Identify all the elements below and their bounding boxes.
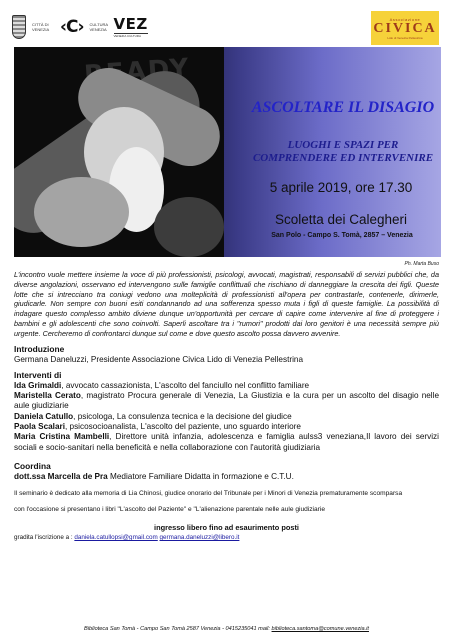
event-banner <box>14 47 441 257</box>
civica-logo-bottom: Lido di Venezia Pellestrina <box>387 35 423 40</box>
speaker-item <box>14 381 439 391</box>
vez-logo-subtitle: VENEZIA CULTURA <box>114 33 148 38</box>
cultura-logo: ‹C› <box>60 17 84 37</box>
speaker-desc: , Direttore unità infanzia, adolescenza e famiglia aulss3 veneziana,Il lavoro dei servizi sociali e socio-sanitari nella beneficità e nella collaborazione con l'autorità giudiziaria <box>14 432 439 452</box>
speaker-item <box>14 422 439 432</box>
event-date: 5 aprile 2019, ore 17.30 <box>269 180 413 195</box>
email-link[interactable]: germana.daneluzzi@libero.it <box>159 534 240 542</box>
speaker-desc: , psicologa, La consulenza tecnica e la decisione del giudice <box>73 411 292 421</box>
coordina-item <box>14 472 439 482</box>
ingresso-text: ingresso libero fino ad esaurimento posti <box>154 523 299 533</box>
introduzione-heading: Introduzione <box>14 343 65 354</box>
header-logos <box>12 12 148 42</box>
photo-shirt-text: READY <box>83 53 192 91</box>
iscrizione-line <box>14 534 439 541</box>
speaker-item <box>14 432 439 453</box>
civica-logo-main: CIVICA <box>373 20 437 36</box>
crest-text: CITTÀ DI VENEZIA <box>32 22 50 32</box>
iscrizione-label: gradita l'iscrizione a : <box>14 534 75 542</box>
event-subtitle <box>240 139 446 165</box>
event-venue: Scoletta dei Calegheri <box>274 212 408 227</box>
speaker-item <box>14 391 439 412</box>
libri-text: con l'occasione si presentano i libri "L'ascolto del Paziente" e "L'alienazione parentale nelle aule giudiziarie <box>14 505 326 513</box>
introduzione-text: Germana Daneluzzi, Presidente Associazione Civica Lido di Venezia Pellestrina <box>14 354 303 364</box>
vez-logo: VEZ <box>113 14 148 33</box>
coordinator-desc: Mediatore Familiare Didatta in formazione e C.T.U. <box>107 471 294 481</box>
coordina-heading: Coordina <box>14 460 51 471</box>
footer-text: Biblioteca San Tomà - Campo San Tomà 2587 Venezia - 0415235041 mail: <box>84 626 272 632</box>
intro-paragraph: L'incontro vuole mettere insieme la voce di più professionisti, psicologi, avvocati, magistrati, responsabili di servizi pubblici che, da diverse angolazioni, osservano ed intervengono sulle famiglie conflittuali che rischiano di danneggiare la crescita dei figli. Queste lotte che si intrecciano tra coniugi vedono una molteplicità di professionisti all'opera per contrastarle, contenerle, dirimerle, giudicarle. Non sempre con buoni esiti condannando ad una sofferenza spesso muta i figli di queste famiglie. La possibilità di indagare questo complesso ambito diviene dunque un'opportunità per cercare di capire come intervenire al fine di proteggere i bambini e gli adolescenti che sono coinvolti. Saperli ascoltare tra i "rumori" prodotti dai loro genitori è una necessità sempre più urgente. Cercheremo di confrontarci dunque sul come e dove questo ascolto possa davvero avvenire. <box>14 270 439 338</box>
footer <box>14 626 439 632</box>
main-content <box>14 270 439 541</box>
speaker-item <box>14 412 439 422</box>
photo-shadow-shape <box>154 197 224 257</box>
cultura-logo-text: CULTURA VENEZIA <box>89 22 108 32</box>
hands-photo <box>14 47 224 257</box>
civica-logo-top: Associazione <box>389 16 421 22</box>
event-title: ASCOLTARE IL DISAGIO <box>251 99 435 116</box>
interventi-heading: Interventi di <box>14 369 62 380</box>
speaker-name: Paola Scalari <box>14 422 65 432</box>
event-subtitle-line: COMPRENDERE ED INTERVENIRE <box>252 152 434 164</box>
photo-credit: Ph. Marta Buso <box>404 261 439 267</box>
footer-email-link[interactable]: biblioteca.santoma@comune.venezia.it <box>271 626 369 632</box>
photo-hand-shape <box>34 177 129 247</box>
event-address: San Polo - Campo S. Tomà, 2857 – Venezia <box>271 232 413 239</box>
venezia-crest-icon <box>12 15 26 39</box>
coordinator-name: dott.ssa Marcella de Pra <box>14 471 108 481</box>
vez-logo-block <box>113 14 148 38</box>
event-subtitle-line: LUOGHI E SPAZI PER <box>287 139 399 151</box>
speaker-desc: , avvocato cassazionista, L'ascolto del fanciullo nel conflitto familiare <box>61 380 310 390</box>
associazione-civica-logo <box>371 11 439 45</box>
email-link[interactable]: daniela.catullopsi@gmail.com <box>74 534 158 542</box>
speaker-desc: , psicosocioanalista, L'ascolto del paziente, uno sguardo interiore <box>64 422 301 432</box>
memoria-text: Il seminario è dedicato alla memoria di Lia Chinosi, giudice onorario del Tribunale per i Minori di Venezia prematuramente scomparsa <box>14 490 403 498</box>
speaker-name: Maria Cristina Mambelli <box>14 432 110 442</box>
speaker-name: Ida Grimaldi <box>14 380 62 390</box>
speaker-name: Maristella Cerato <box>14 391 81 401</box>
speaker-name: Daniela Catullo <box>14 411 74 421</box>
speaker-desc: , magistrato Procura generale di Venezia, La Giustizia e la cura per un ascolto del disagio nelle aule giudiziarie <box>14 391 439 411</box>
